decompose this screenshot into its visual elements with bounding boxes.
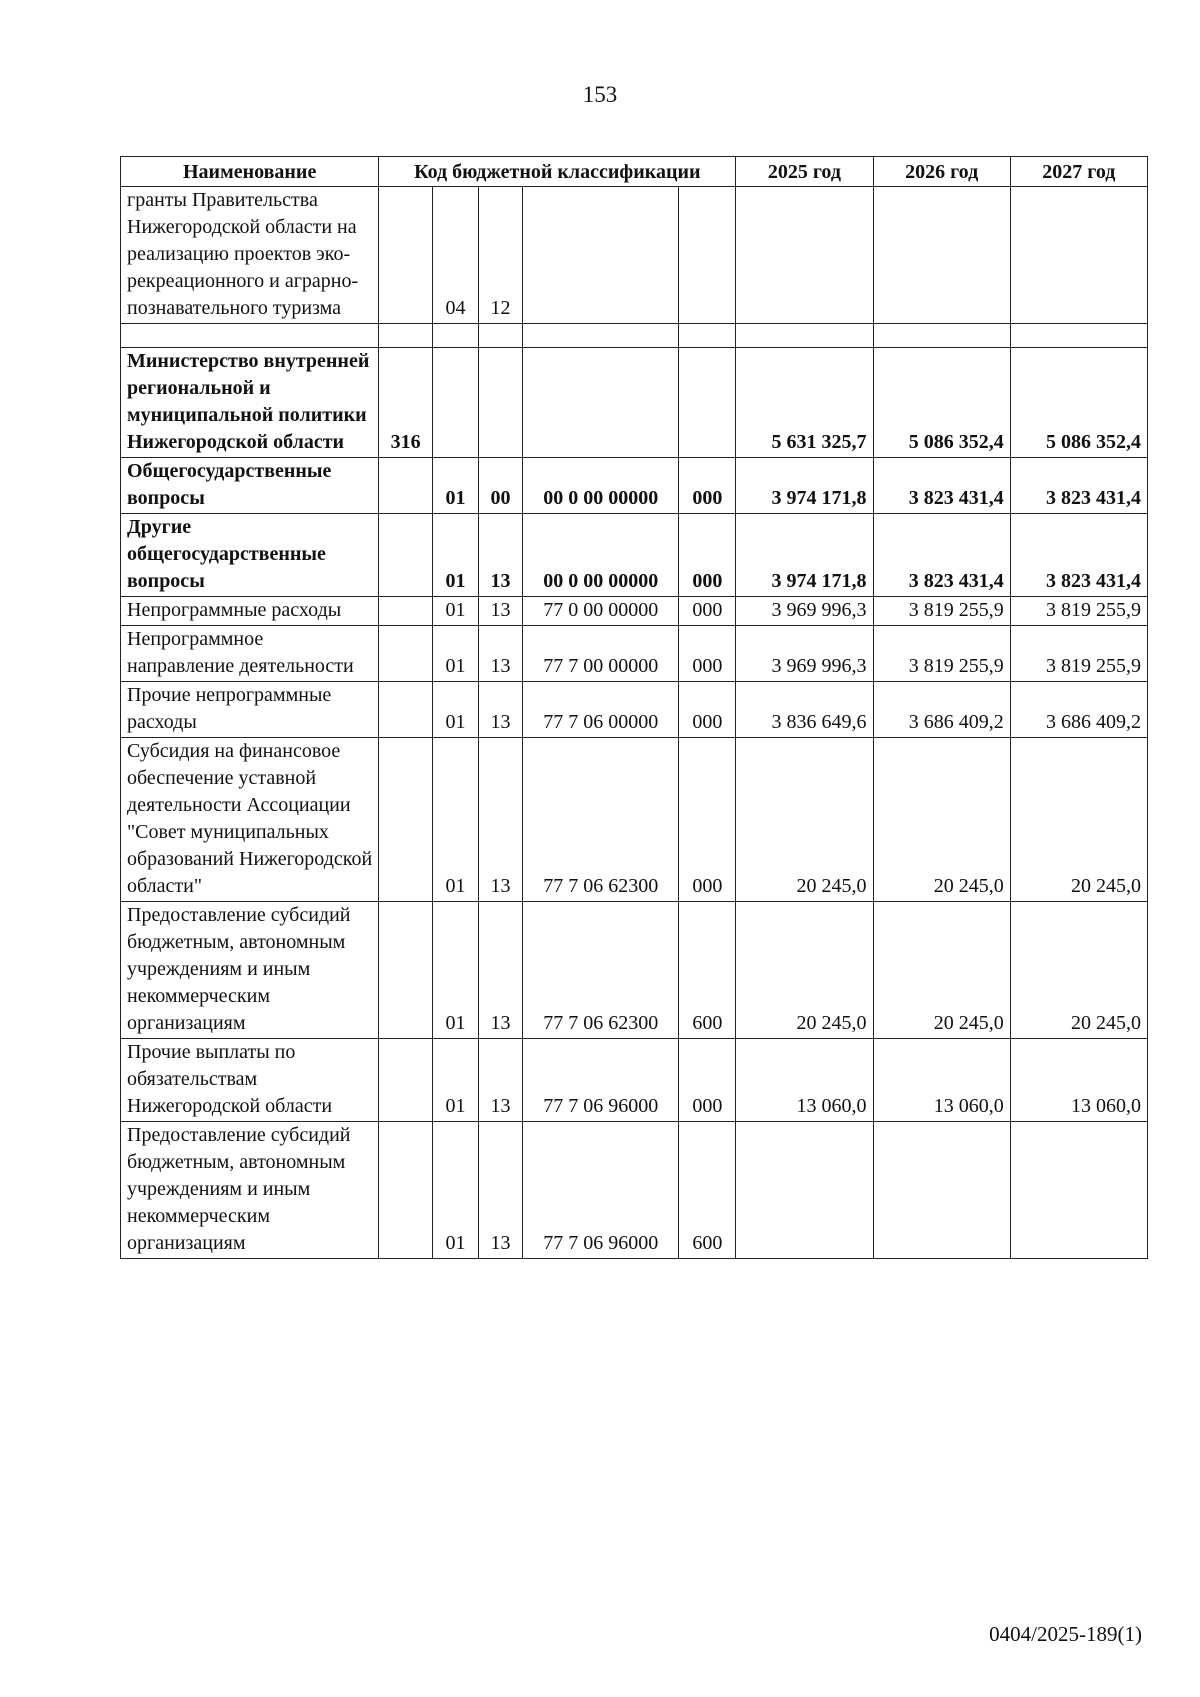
- row-name: Предоставление субсидий бюджетным, автономным учреждениям и иным некоммерческим организациям: [121, 1122, 379, 1259]
- row-section-code: 04: [432, 187, 478, 324]
- row-expense-kind-code: 000: [679, 682, 736, 738]
- row-section-code: 01: [432, 1122, 478, 1259]
- row-section-code: 01: [432, 738, 478, 902]
- table-row: [121, 738, 1148, 902]
- row-subsection-code: 13: [479, 682, 523, 738]
- table-row: [121, 597, 1148, 626]
- row-amount-2025: [736, 1122, 873, 1259]
- row-subsection-code: 13: [479, 626, 523, 682]
- header-2025: 2025 год: [736, 157, 873, 187]
- table-row: [121, 902, 1148, 1039]
- row-subsection-code: 13: [479, 1039, 523, 1122]
- row-name: Непрограммные расходы: [121, 597, 379, 626]
- row-target-code: 77 7 06 96000: [522, 1039, 679, 1122]
- spacer-cell: [1010, 324, 1147, 348]
- document-code: 0404/2025-189(1): [989, 1622, 1142, 1646]
- spacer-cell: [679, 324, 736, 348]
- row-amount-2026: 3 823 431,4: [873, 514, 1010, 597]
- row-amount-2027: 20 245,0: [1010, 738, 1147, 902]
- row-target-code: 77 7 06 00000: [522, 682, 679, 738]
- row-amount-2025: 13 060,0: [736, 1039, 873, 1122]
- row-section-code: [432, 348, 478, 458]
- row-amount-2025: 3 974 171,8: [736, 514, 873, 597]
- row-subsection-code: [479, 348, 523, 458]
- table-body: [121, 187, 1148, 1259]
- header-code: Код бюджетной классификации: [379, 157, 736, 187]
- row-ministry-code: [379, 626, 433, 682]
- row-amount-2027: [1010, 187, 1147, 324]
- row-amount-2025: 20 245,0: [736, 738, 873, 902]
- page-number: 153: [582, 82, 618, 107]
- row-amount-2026: 3 819 255,9: [873, 597, 1010, 626]
- spacer-cell: [479, 324, 523, 348]
- row-ministry-code: [379, 738, 433, 902]
- row-amount-2027: [1010, 1122, 1147, 1259]
- spacer-cell: [121, 324, 379, 348]
- row-target-code: 77 7 06 62300: [522, 738, 679, 902]
- spacer-cell: [432, 324, 478, 348]
- table-row: [121, 1039, 1148, 1122]
- row-name: Другие общегосударственные вопросы: [121, 514, 379, 597]
- row-amount-2027: 3 819 255,9: [1010, 597, 1147, 626]
- row-name: Министерство внутренней региональной и муниципальной политики Нижегородской области: [121, 348, 379, 458]
- row-amount-2026: 20 245,0: [873, 902, 1010, 1039]
- row-section-code: 01: [432, 597, 478, 626]
- row-expense-kind-code: [679, 187, 736, 324]
- row-expense-kind-code: 000: [679, 1039, 736, 1122]
- row-section-code: 01: [432, 1039, 478, 1122]
- row-name: Общегосударственные вопросы: [121, 458, 379, 514]
- row-amount-2025: 3 974 171,8: [736, 458, 873, 514]
- budget-table: [120, 156, 1148, 1259]
- row-amount-2025: 5 631 325,7: [736, 348, 873, 458]
- row-amount-2026: [873, 1122, 1010, 1259]
- row-section-code: 01: [432, 902, 478, 1039]
- row-amount-2025: 3 969 996,3: [736, 626, 873, 682]
- row-expense-kind-code: 600: [679, 902, 736, 1039]
- row-expense-kind-code: 000: [679, 514, 736, 597]
- row-amount-2026: 3 819 255,9: [873, 626, 1010, 682]
- table-row: [121, 1122, 1148, 1259]
- header-2026: 2026 год: [873, 157, 1010, 187]
- table-row: [121, 514, 1148, 597]
- row-section-code: 01: [432, 682, 478, 738]
- row-section-code: 01: [432, 626, 478, 682]
- header-2027: 2027 год: [1010, 157, 1147, 187]
- row-name: Непрограммное направление деятельности: [121, 626, 379, 682]
- row-name: Прочие выплаты по обязательствам Нижегородской области: [121, 1039, 379, 1122]
- table-row: [121, 682, 1148, 738]
- row-amount-2027: 3 823 431,4: [1010, 458, 1147, 514]
- row-target-code: 77 7 00 00000: [522, 626, 679, 682]
- spacer-cell: [379, 324, 433, 348]
- spacer-cell: [873, 324, 1010, 348]
- row-name: гранты Правительства Нижегородской области на реализацию проектов эко-рекреационного и аграрно-познавательного туризма: [121, 187, 379, 324]
- row-ministry-code: [379, 458, 433, 514]
- row-target-code: 77 7 06 62300: [522, 902, 679, 1039]
- row-ministry-code: [379, 902, 433, 1039]
- row-ministry-code: [379, 1039, 433, 1122]
- row-target-code: 00 0 00 00000: [522, 514, 679, 597]
- row-amount-2027: 3 686 409,2: [1010, 682, 1147, 738]
- row-subsection-code: 13: [479, 597, 523, 626]
- row-target-code: 00 0 00 00000: [522, 458, 679, 514]
- row-amount-2026: 20 245,0: [873, 738, 1010, 902]
- row-amount-2027: 3 823 431,4: [1010, 514, 1147, 597]
- spacer-cell: [736, 324, 873, 348]
- table-header-row: [121, 157, 1148, 187]
- row-amount-2025: 3 969 996,3: [736, 597, 873, 626]
- row-name: Прочие непрограммные расходы: [121, 682, 379, 738]
- row-expense-kind-code: 000: [679, 597, 736, 626]
- row-name: Субсидия на финансовое обеспечение уставной деятельности Ассоциации "Совет муниципальных образований Нижегородской области": [121, 738, 379, 902]
- row-expense-kind-code: [679, 348, 736, 458]
- row-amount-2027: 13 060,0: [1010, 1039, 1147, 1122]
- table-row: [121, 458, 1148, 514]
- row-target-code: [522, 187, 679, 324]
- row-subsection-code: 13: [479, 902, 523, 1039]
- table-row: [121, 348, 1148, 458]
- row-subsection-code: 12: [479, 187, 523, 324]
- row-section-code: 01: [432, 514, 478, 597]
- row-amount-2026: 3 686 409,2: [873, 682, 1010, 738]
- row-ministry-code: [379, 514, 433, 597]
- spacer-row: [121, 324, 1148, 348]
- row-expense-kind-code: 000: [679, 626, 736, 682]
- row-amount-2027: 20 245,0: [1010, 902, 1147, 1039]
- table-row: [121, 626, 1148, 682]
- row-subsection-code: 13: [479, 1122, 523, 1259]
- row-subsection-code: 13: [479, 514, 523, 597]
- row-ministry-code: 316: [379, 348, 433, 458]
- row-amount-2026: 13 060,0: [873, 1039, 1010, 1122]
- row-ministry-code: [379, 597, 433, 626]
- row-expense-kind-code: 000: [679, 458, 736, 514]
- row-target-code: 77 0 00 00000: [522, 597, 679, 626]
- row-subsection-code: 13: [479, 738, 523, 902]
- spacer-cell: [522, 324, 679, 348]
- row-section-code: 01: [432, 458, 478, 514]
- header-name: Наименование: [121, 157, 379, 187]
- row-ministry-code: [379, 1122, 433, 1259]
- table-row: [121, 187, 1148, 324]
- row-amount-2026: 5 086 352,4: [873, 348, 1010, 458]
- row-target-code: [522, 348, 679, 458]
- row-expense-kind-code: 000: [679, 738, 736, 902]
- row-amount-2025: [736, 187, 873, 324]
- row-subsection-code: 00: [479, 458, 523, 514]
- row-amount-2027: 5 086 352,4: [1010, 348, 1147, 458]
- row-target-code: 77 7 06 96000: [522, 1122, 679, 1259]
- row-amount-2025: 20 245,0: [736, 902, 873, 1039]
- row-amount-2026: 3 823 431,4: [873, 458, 1010, 514]
- row-expense-kind-code: 600: [679, 1122, 736, 1259]
- row-name: Предоставление субсидий бюджетным, автономным учреждениям и иным некоммерческим организациям: [121, 902, 379, 1039]
- row-amount-2025: 3 836 649,6: [736, 682, 873, 738]
- row-amount-2027: 3 819 255,9: [1010, 626, 1147, 682]
- row-amount-2026: [873, 187, 1010, 324]
- row-ministry-code: [379, 682, 433, 738]
- row-ministry-code: [379, 187, 433, 324]
